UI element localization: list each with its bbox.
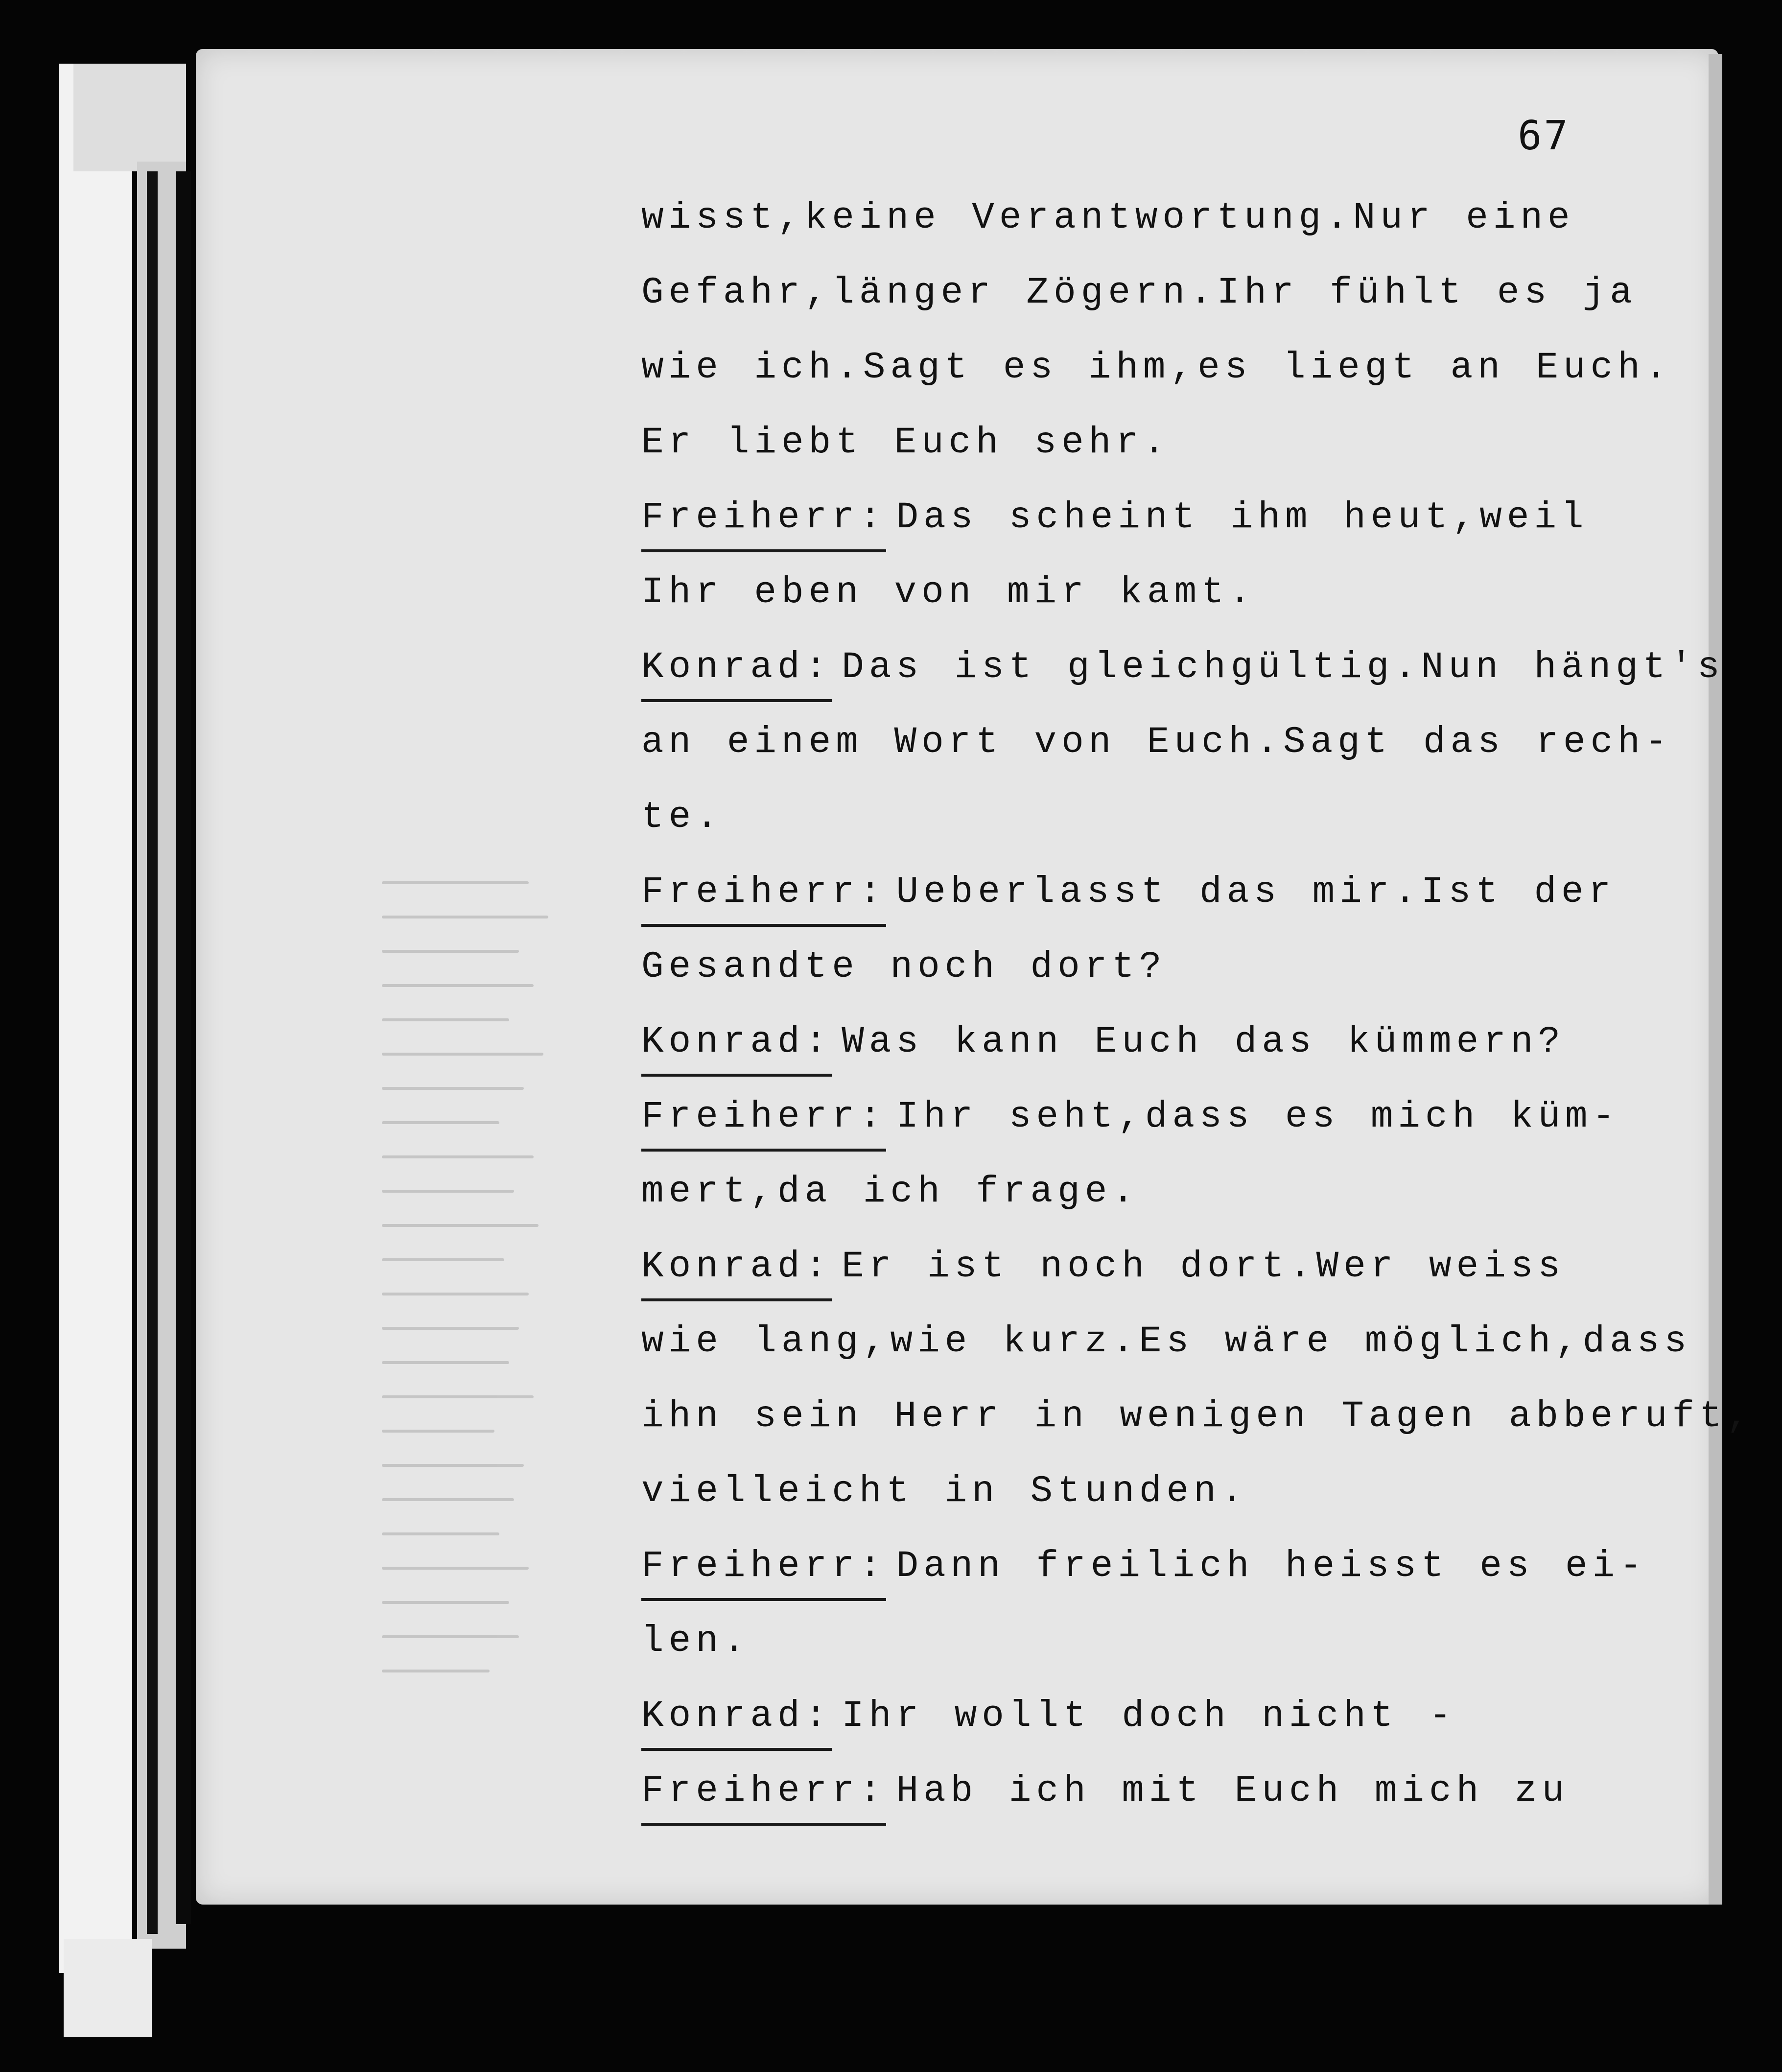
line-text: an einem Wort von Euch.Sagt das rech- [641, 721, 1672, 763]
line-text: Gefahr,länger Zögern.Ihr fühlt es ja [641, 272, 1637, 314]
text-line [641, 790, 1645, 865]
line-text: Ueberlasst das mir.Ist der [896, 871, 1616, 913]
line-text: vielleicht in Stunden. [641, 1470, 1248, 1512]
line-text: Gesandte noch dort? [641, 946, 1167, 988]
text-line [641, 491, 1645, 565]
page-stack-edge [1709, 54, 1722, 1905]
binding-shadow [176, 171, 191, 1924]
line-text: Ihr eben von mir kamt. [641, 571, 1256, 613]
line-text: ihn sein Herr in wenigen Tagen abberuft, [641, 1395, 1754, 1437]
speaker-name: Konrad: [641, 1015, 832, 1077]
line-text: Ihr wollt doch nicht - [842, 1695, 1456, 1737]
line-text: te. [641, 796, 723, 838]
line-text: Was kann Euch das kümmern? [842, 1021, 1566, 1063]
speaker-name: Konrad: [641, 1240, 832, 1301]
line-text: Das scheint ihm heut,weil [896, 496, 1589, 539]
text-line [641, 1165, 1645, 1240]
speaker-name: Freiherr: [641, 491, 886, 552]
text-line [641, 1315, 1692, 1389]
text-line [641, 266, 1645, 341]
line-text: len. [641, 1620, 750, 1662]
text-line [641, 341, 1672, 416]
line-text: Er ist noch dort.Wer weiss [842, 1246, 1566, 1288]
text-line [641, 865, 1645, 940]
line-text: Ihr seht,dass es mich küm- [896, 1096, 1620, 1138]
line-text: wie ich.Sagt es ihm,es liegt an Euch. [641, 347, 1672, 389]
speaker-name: Freiherr: [641, 1539, 886, 1601]
text-line [641, 565, 1645, 640]
text-line [641, 191, 1645, 266]
text-line [641, 940, 1645, 1015]
text-line [641, 640, 1725, 715]
line-text: Dann freilich heisst es ei- [896, 1545, 1647, 1587]
text-line [641, 1614, 1645, 1689]
line-text: Das ist gleichgültig.Nun hängt's [842, 646, 1725, 688]
binding-tab-bottom [64, 1939, 152, 2037]
text-line [641, 1015, 1645, 1090]
page-number: 67 [1518, 113, 1570, 159]
binding-strip [59, 64, 132, 1973]
binding-shadow [147, 171, 158, 1934]
text-line [641, 1764, 1645, 1839]
binding-tab [73, 64, 186, 171]
text-line [641, 416, 1645, 491]
speaker-name: Freiherr: [641, 1764, 886, 1826]
text-line [641, 1389, 1754, 1464]
line-text: wisst,keine Verantwortung.Nur eine [641, 197, 1575, 239]
text-line [641, 1464, 1645, 1539]
speaker-name: Konrad: [641, 1689, 832, 1751]
line-text: Er liebt Euch sehr. [641, 422, 1171, 464]
bleed-through-handwriting [382, 881, 587, 1812]
line-text: wie lang,wie kurz.Es wäre möglich,dass [641, 1320, 1692, 1363]
typescript-text [641, 191, 1754, 1839]
line-text: Hab ich mit Euch mich zu [896, 1770, 1570, 1812]
text-line [641, 1240, 1645, 1315]
speaker-name: Freiherr: [641, 865, 886, 927]
line-text: mert,da ich frage. [641, 1171, 1139, 1213]
text-line [641, 715, 1672, 790]
text-line [641, 1689, 1645, 1764]
speaker-name: Konrad: [641, 640, 832, 702]
text-line [641, 1090, 1645, 1165]
speaker-name: Freiherr: [641, 1090, 886, 1152]
text-line [641, 1539, 1645, 1614]
